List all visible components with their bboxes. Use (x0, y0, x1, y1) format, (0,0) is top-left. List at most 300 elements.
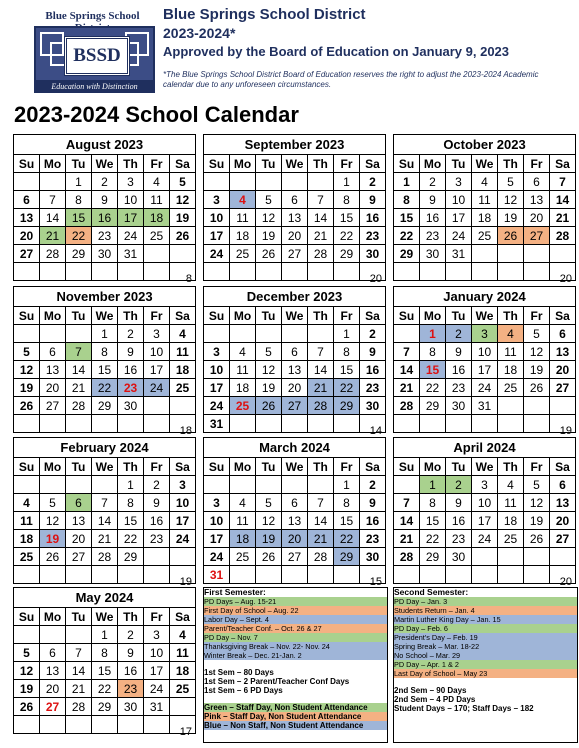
legend-item: Spring Break – Mar. 18-22 (394, 642, 577, 651)
day-header: Tu (446, 458, 472, 476)
day-header: We (472, 307, 498, 325)
day-header: Th (118, 155, 144, 173)
day-header: Tu (66, 608, 92, 626)
empty-cell (14, 173, 40, 191)
day-cell: 15 (334, 209, 360, 227)
empty-cell (446, 263, 472, 281)
day-header: Tu (446, 307, 472, 325)
empty-cell (334, 415, 360, 433)
day-cell: 25 (498, 530, 524, 548)
day-cell: 7 (550, 173, 576, 191)
empty-cell (524, 245, 550, 263)
month-title: December 2023 (204, 287, 386, 307)
empty-cell (40, 566, 66, 584)
day-cell: 12 (524, 494, 550, 512)
day-cell: 3 (170, 476, 196, 494)
day-header: Sa (360, 458, 386, 476)
day-cell: 20 (40, 680, 66, 698)
empty-cell (204, 325, 230, 343)
day-cell: 10 (118, 191, 144, 209)
empty-cell (66, 566, 92, 584)
day-cell: 15 (92, 662, 118, 680)
day-cell: 5 (256, 494, 282, 512)
empty-cell (524, 415, 550, 433)
day-cell: 17 (472, 512, 498, 530)
empty-cell (498, 415, 524, 433)
day-cell: 4 (230, 191, 256, 209)
day-cell: 2 (144, 476, 170, 494)
day-cell: 3 (204, 343, 230, 361)
day-header: Th (118, 307, 144, 325)
day-cell: 9 (360, 494, 386, 512)
empty-cell (40, 626, 66, 644)
day-cell: 8 (92, 343, 118, 361)
day-cell: 2 (118, 626, 144, 644)
empty-cell (394, 325, 420, 343)
legend-item: Green – Staff Day, Non Student Attendance (204, 703, 387, 712)
day-header: Mo (420, 458, 446, 476)
day-cell: 14 (394, 361, 420, 379)
day-header: We (92, 608, 118, 626)
day-cell: 14 (550, 191, 576, 209)
day-cell: 14 (308, 209, 334, 227)
day-cell: 14 (66, 662, 92, 680)
empty-cell (66, 476, 92, 494)
empty-cell (256, 173, 282, 191)
day-cell: 14 (66, 361, 92, 379)
day-cell: 5 (524, 325, 550, 343)
day-cell: 9 (92, 191, 118, 209)
day-cell: 25 (498, 379, 524, 397)
day-header: Fr (144, 608, 170, 626)
day-cell: 20 (282, 227, 308, 245)
school-day-count: 20 (559, 273, 572, 285)
day-cell: 17 (118, 209, 144, 227)
disclaimer-note: *The Blue Springs School District Board of Education reserves the right to adjust the 2023-2024 Academic calendar due to any unforeseen circumstances. (163, 70, 539, 89)
day-cell: 6 (282, 343, 308, 361)
day-cell: 3 (472, 325, 498, 343)
day-cell: 2 (360, 476, 386, 494)
empty-cell (308, 415, 334, 433)
empty-cell (40, 415, 66, 433)
day-cell: 31 (446, 245, 472, 263)
day-cell: 17 (472, 361, 498, 379)
empty-cell (14, 626, 40, 644)
legend-item: Blue – Non Staff, Non Student Attendance (204, 721, 387, 730)
day-header: We (472, 155, 498, 173)
day-cell: 17 (170, 512, 196, 530)
day-cell: 19 (14, 379, 40, 397)
day-cell: 21 (308, 530, 334, 548)
school-day-count: 19 (179, 576, 192, 588)
empty-cell (308, 566, 334, 584)
day-header: Mo (40, 155, 66, 173)
empty-cell (66, 325, 92, 343)
day-cell: 3 (204, 494, 230, 512)
day-cell: 25 (472, 227, 498, 245)
day-cell: 14 (40, 209, 66, 227)
day-cell: 16 (446, 361, 472, 379)
day-cell: 17 (204, 379, 230, 397)
day-cell: 13 (14, 209, 40, 227)
day-cell: 14 (308, 512, 334, 530)
day-cell: 14 (92, 512, 118, 530)
day-cell: 26 (524, 530, 550, 548)
legend-item: Last Day of School – May 23 (394, 669, 577, 678)
day-cell: 21 (66, 680, 92, 698)
day-cell: 24 (472, 530, 498, 548)
day-cell: 4 (170, 626, 196, 644)
day-cell: 25 (230, 397, 256, 415)
empty-cell (230, 566, 256, 584)
empty-cell (40, 476, 66, 494)
day-header: Mo (40, 458, 66, 476)
month-title: August 2023 (14, 135, 196, 155)
day-cell: 13 (282, 209, 308, 227)
empty-cell (40, 325, 66, 343)
day-cell: 19 (256, 227, 282, 245)
day-cell: 9 (144, 494, 170, 512)
day-cell: 15 (420, 361, 446, 379)
empty-cell (92, 716, 118, 734)
day-cell: 9 (446, 494, 472, 512)
day-cell: 10 (446, 191, 472, 209)
day-cell: 28 (66, 397, 92, 415)
day-cell: 2 (446, 325, 472, 343)
day-cell: 15 (334, 361, 360, 379)
day-cell: 3 (472, 476, 498, 494)
day-cell: 2 (360, 173, 386, 191)
day-cell: 3 (204, 191, 230, 209)
school-day-count: 20 (369, 273, 382, 285)
day-header: We (92, 155, 118, 173)
day-cell: 10 (170, 494, 196, 512)
empty-cell (282, 263, 308, 281)
day-cell: 26 (14, 698, 40, 716)
day-cell: 28 (308, 245, 334, 263)
day-cell: 28 (308, 397, 334, 415)
day-cell: 27 (40, 397, 66, 415)
day-cell: 21 (92, 530, 118, 548)
empty-cell (230, 415, 256, 433)
empty-cell (446, 566, 472, 584)
empty-cell (118, 566, 144, 584)
day-cell: 25 (144, 227, 170, 245)
day-header: Fr (334, 307, 360, 325)
day-cell: 13 (40, 662, 66, 680)
page-title: 2023-2024 School Calendar (14, 102, 299, 127)
empty-cell (498, 263, 524, 281)
day-cell: 26 (256, 245, 282, 263)
empty-cell (308, 325, 334, 343)
empty-cell (282, 173, 308, 191)
day-cell: 8 (334, 191, 360, 209)
day-header: We (282, 458, 308, 476)
empty-cell (256, 325, 282, 343)
empty-cell (256, 263, 282, 281)
day-cell: 1 (334, 325, 360, 343)
day-header: We (472, 458, 498, 476)
day-cell: 18 (144, 209, 170, 227)
day-cell: 18 (498, 361, 524, 379)
day-cell: 10 (144, 644, 170, 662)
day-cell: 10 (204, 512, 230, 530)
day-header: Fr (524, 458, 550, 476)
day-cell: 5 (40, 494, 66, 512)
day-cell: 22 (394, 227, 420, 245)
day-cell: 29 (118, 548, 144, 566)
day-header: Fr (524, 155, 550, 173)
legend-item: Parent/Teacher Conf. – Oct. 26 & 27 (204, 624, 387, 633)
day-header: Su (394, 458, 420, 476)
empty-cell (282, 566, 308, 584)
day-cell: 22 (118, 530, 144, 548)
empty-cell (144, 548, 170, 566)
day-cell: 25 (230, 548, 256, 566)
day-cell: 1 (92, 626, 118, 644)
day-cell: 30 (446, 548, 472, 566)
day-cell: 6 (524, 173, 550, 191)
day-cell: 29 (420, 397, 446, 415)
day-cell: 20 (66, 530, 92, 548)
day-cell: 12 (256, 209, 282, 227)
day-cell: 24 (144, 680, 170, 698)
day-cell: 24 (118, 227, 144, 245)
day-cell: 4 (498, 325, 524, 343)
day-cell: 11 (498, 494, 524, 512)
day-header: Tu (256, 307, 282, 325)
school-day-count: 14 (369, 425, 382, 437)
day-cell: 22 (420, 530, 446, 548)
day-cell: 7 (40, 191, 66, 209)
day-header: Fr (524, 307, 550, 325)
legend-item: Pink – Staff Day, Non Student Attendance (204, 712, 387, 721)
day-cell: 5 (14, 343, 40, 361)
day-header: Tu (446, 155, 472, 173)
day-cell: 10 (144, 343, 170, 361)
empty-cell (308, 263, 334, 281)
day-cell: 7 (308, 191, 334, 209)
school-day-count: 8 (185, 273, 192, 285)
day-cell: 30 (118, 698, 144, 716)
day-cell: 25 (14, 548, 40, 566)
empty-cell (144, 397, 170, 415)
day-cell: 19 (256, 530, 282, 548)
day-cell: 20 (550, 361, 576, 379)
empty-cell (66, 626, 92, 644)
day-cell: 11 (170, 343, 196, 361)
empty-cell (524, 548, 550, 566)
logo-box (34, 26, 155, 82)
day-cell: 9 (118, 644, 144, 662)
day-cell: 17 (144, 361, 170, 379)
day-header: Mo (420, 307, 446, 325)
day-cell: 22 (420, 379, 446, 397)
day-cell: 21 (394, 379, 420, 397)
day-cell: 27 (524, 227, 550, 245)
day-cell: 23 (420, 227, 446, 245)
day-cell: 12 (14, 361, 40, 379)
day-cell: 12 (14, 662, 40, 680)
day-header: Su (394, 307, 420, 325)
empty-cell (204, 173, 230, 191)
month-calendar (13, 134, 196, 285)
empty-cell (204, 263, 230, 281)
empty-cell (472, 566, 498, 584)
day-cell: 12 (40, 512, 66, 530)
school-year: 2023-2024* (163, 25, 236, 41)
day-cell: 22 (334, 227, 360, 245)
school-day-count: 19 (559, 425, 572, 437)
day-cell: 25 (230, 245, 256, 263)
day-cell: 8 (420, 343, 446, 361)
empty-cell (14, 263, 40, 281)
day-cell: 24 (204, 548, 230, 566)
day-cell: 28 (40, 245, 66, 263)
day-cell: 24 (170, 530, 196, 548)
legend-item: First Day of School – Aug. 22 (204, 606, 387, 615)
day-cell: 30 (118, 397, 144, 415)
day-cell: 16 (144, 512, 170, 530)
day-header: Fr (334, 155, 360, 173)
empty-cell (472, 548, 498, 566)
day-cell: 21 (66, 379, 92, 397)
day-header: Sa (550, 307, 576, 325)
day-cell: 17 (144, 662, 170, 680)
day-cell: 18 (230, 530, 256, 548)
day-cell: 30 (360, 397, 386, 415)
day-cell: 18 (170, 662, 196, 680)
day-cell: 30 (92, 245, 118, 263)
day-header: Sa (170, 458, 196, 476)
empty-cell (524, 566, 550, 584)
empty-cell (144, 415, 170, 433)
day-cell: 8 (118, 494, 144, 512)
day-cell: 25 (170, 680, 196, 698)
day-cell: 18 (472, 209, 498, 227)
legend-title: First Semester: (204, 587, 266, 597)
day-cell: 18 (170, 361, 196, 379)
day-header: Sa (360, 307, 386, 325)
day-cell: 28 (92, 548, 118, 566)
empty-cell (118, 716, 144, 734)
day-cell: 28 (550, 227, 576, 245)
month-calendar (393, 437, 576, 588)
day-cell: 29 (420, 548, 446, 566)
day-cell: 4 (498, 476, 524, 494)
month-calendar (13, 437, 196, 588)
month-title: November 2023 (14, 287, 196, 307)
day-cell: 22 (334, 530, 360, 548)
empty-cell (420, 415, 446, 433)
empty-cell (66, 415, 92, 433)
day-cell: 5 (14, 644, 40, 662)
empty-cell (144, 716, 170, 734)
day-cell: 9 (360, 343, 386, 361)
day-cell: 20 (40, 379, 66, 397)
day-cell: 27 (282, 397, 308, 415)
day-cell: 11 (170, 644, 196, 662)
day-header: Su (14, 608, 40, 626)
legend-title: Second Semester: (394, 587, 469, 597)
day-header: Su (394, 155, 420, 173)
day-cell: 29 (66, 245, 92, 263)
empty-cell (256, 476, 282, 494)
day-header: Sa (170, 155, 196, 173)
day-cell: 7 (394, 343, 420, 361)
logo-initials: BSSD (64, 36, 130, 76)
empty-cell (394, 566, 420, 584)
day-cell: 5 (498, 173, 524, 191)
legend-item: PD Day – Jan. 3 (394, 597, 577, 606)
day-cell: 13 (40, 361, 66, 379)
day-cell: 5 (256, 191, 282, 209)
day-header: Mo (40, 307, 66, 325)
day-cell: 15 (118, 512, 144, 530)
empty-cell (334, 263, 360, 281)
day-cell: 12 (524, 343, 550, 361)
day-cell: 1 (118, 476, 144, 494)
day-cell: 19 (40, 530, 66, 548)
legend-item: No School – Mar. 29 (394, 651, 577, 660)
day-cell: 18 (230, 379, 256, 397)
empty-cell (170, 548, 196, 566)
day-cell: 1 (334, 173, 360, 191)
day-header: Tu (66, 307, 92, 325)
empty-cell (40, 263, 66, 281)
month-calendar (393, 286, 576, 437)
day-cell: 2 (446, 476, 472, 494)
empty-cell (118, 263, 144, 281)
day-cell: 24 (472, 379, 498, 397)
day-header: We (282, 307, 308, 325)
legend-item: President's Day – Feb. 19 (394, 633, 577, 642)
day-cell: 21 (308, 227, 334, 245)
empty-cell (550, 245, 576, 263)
empty-cell (472, 415, 498, 433)
day-cell: 26 (14, 397, 40, 415)
empty-cell (230, 173, 256, 191)
month-title: October 2023 (394, 135, 576, 155)
legend-stat: 1st Sem – 80 Days (204, 668, 274, 677)
day-header: Th (308, 458, 334, 476)
day-cell: 23 (360, 379, 386, 397)
empty-cell (14, 476, 40, 494)
day-header: Sa (360, 155, 386, 173)
day-cell: 27 (550, 530, 576, 548)
day-cell: 19 (14, 680, 40, 698)
day-cell: 3 (144, 626, 170, 644)
empty-cell (498, 397, 524, 415)
day-header: Th (308, 155, 334, 173)
empty-cell (230, 476, 256, 494)
empty-cell (230, 325, 256, 343)
day-cell: 28 (394, 548, 420, 566)
empty-cell (40, 173, 66, 191)
day-header: Su (14, 458, 40, 476)
day-cell: 1 (92, 325, 118, 343)
day-header: Su (204, 307, 230, 325)
month-calendar (203, 134, 386, 285)
day-cell: 17 (204, 530, 230, 548)
empty-cell (40, 716, 66, 734)
month-calendar (393, 134, 576, 285)
day-cell: 2 (360, 325, 386, 343)
day-cell: 27 (550, 379, 576, 397)
day-cell: 9 (420, 191, 446, 209)
day-cell: 19 (524, 512, 550, 530)
day-cell: 12 (256, 512, 282, 530)
